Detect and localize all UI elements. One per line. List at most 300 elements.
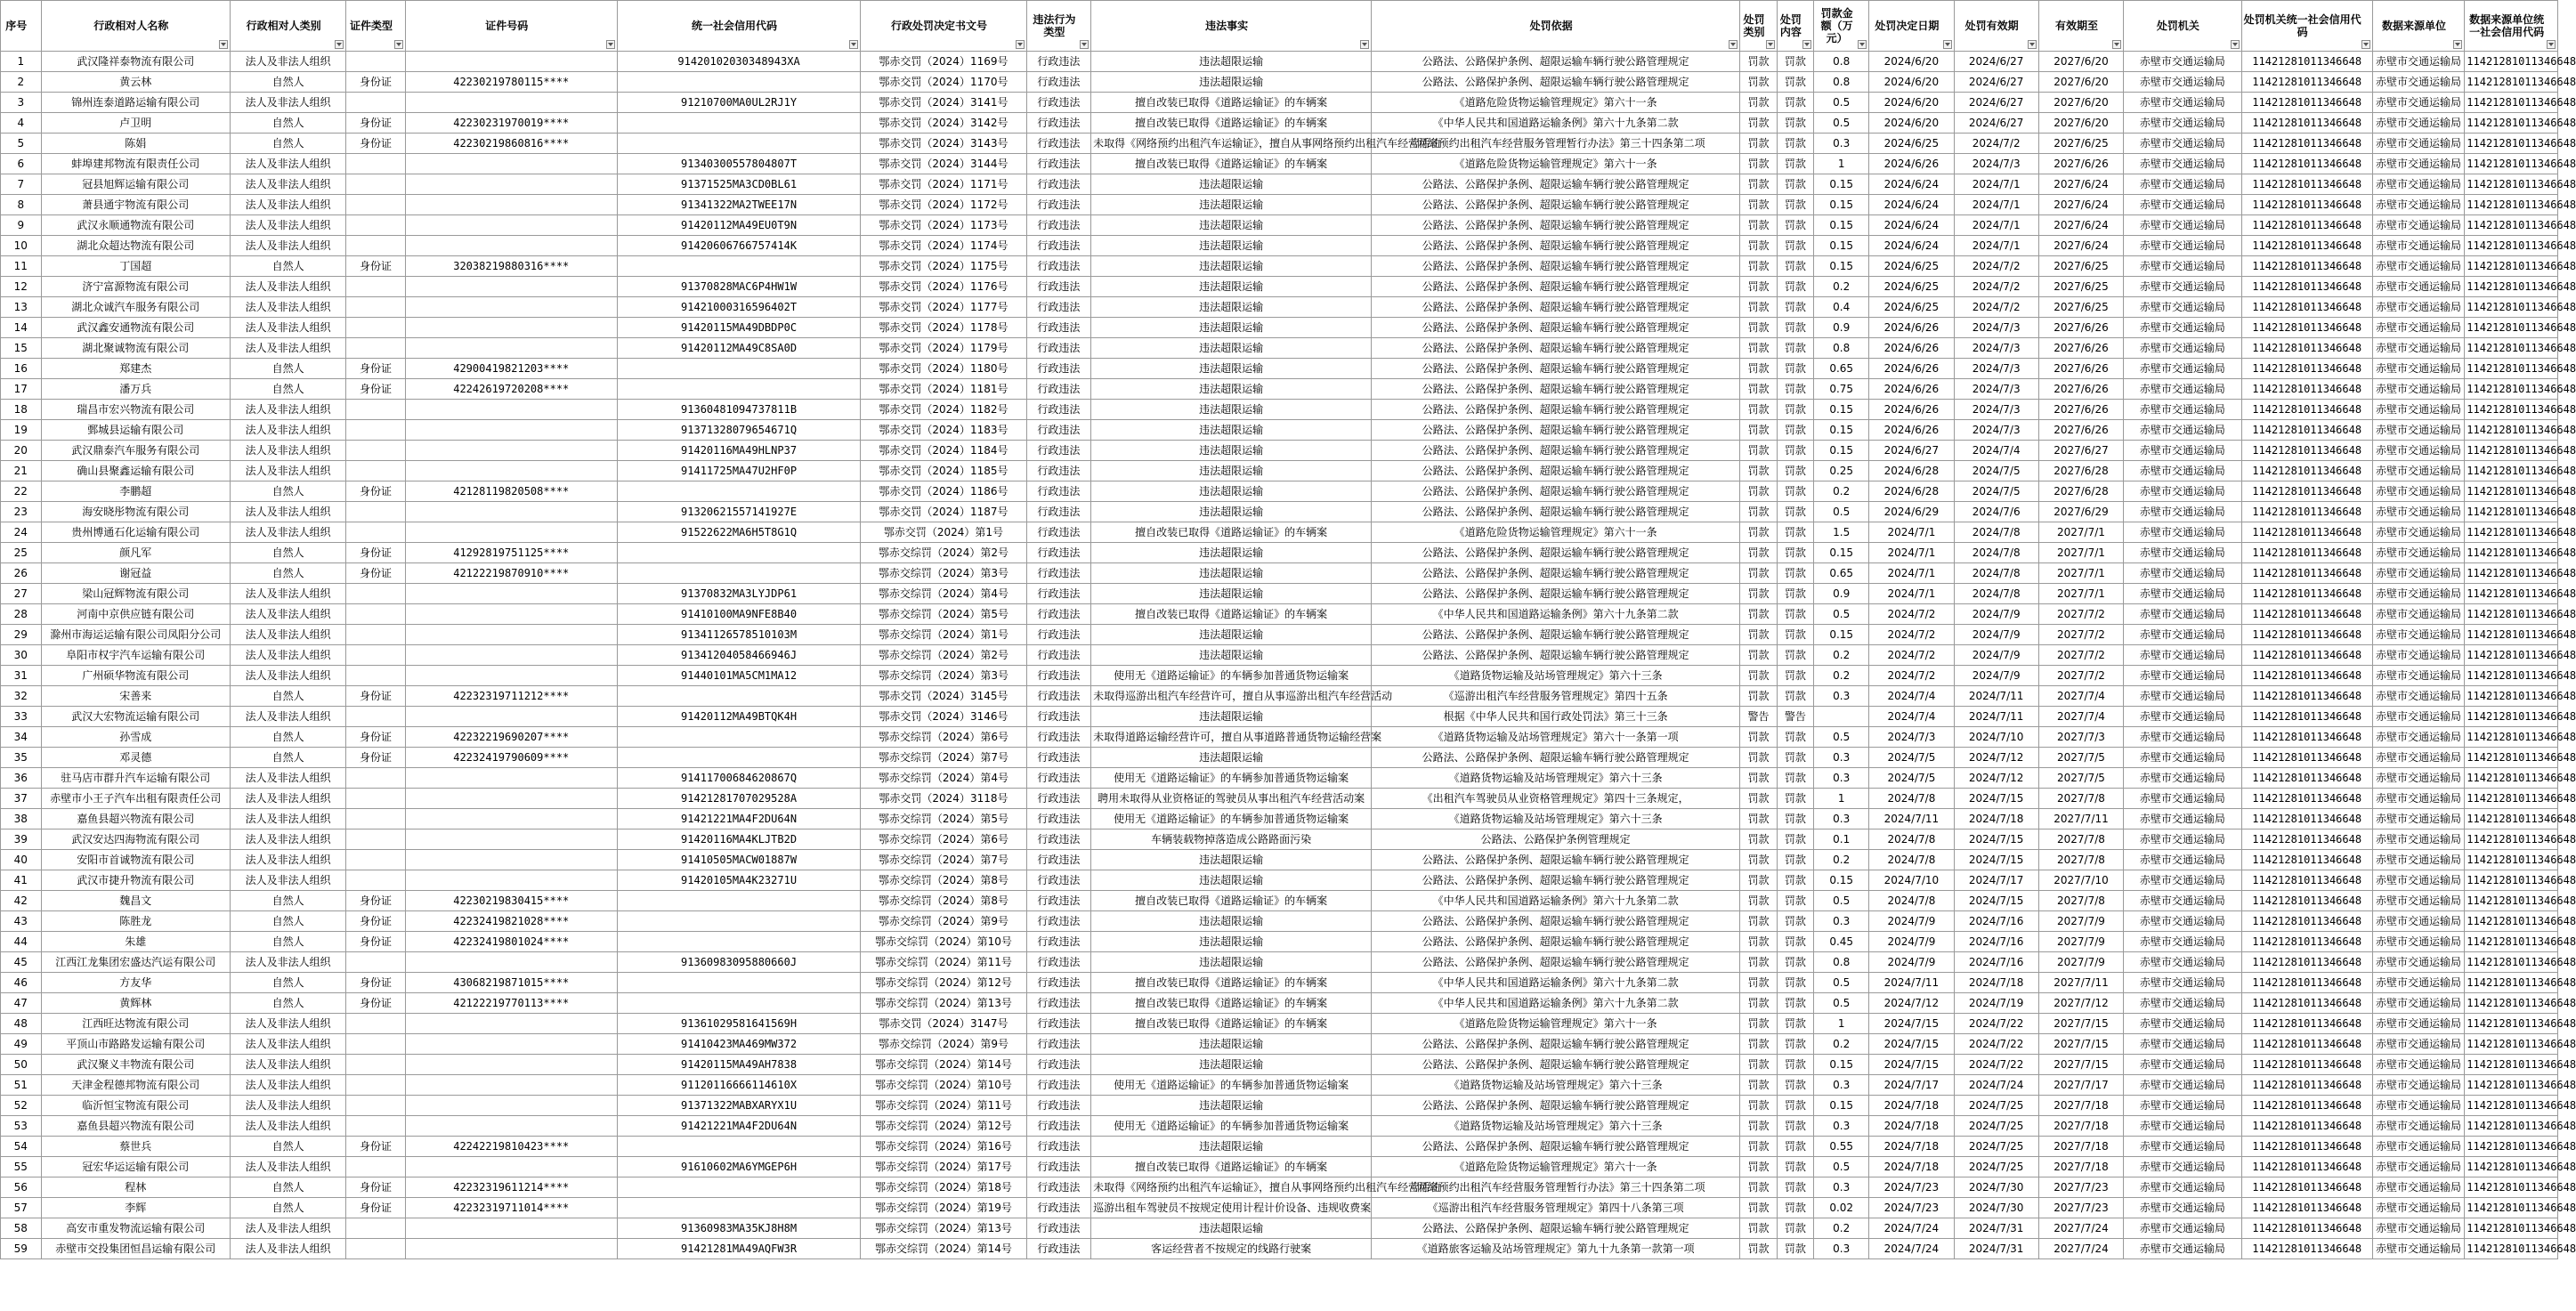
table-cell[interactable]: 11421281011346648: [2241, 195, 2372, 215]
table-row[interactable]: [1, 195, 2558, 215]
table-cell[interactable]: 91410100MA9NFE8B40: [617, 604, 860, 625]
table-cell[interactable]: 梁山冠辉物流有限公司: [41, 584, 230, 604]
table-cell[interactable]: 法人及非法人组织: [230, 174, 345, 195]
table-cell[interactable]: [405, 870, 617, 891]
table-cell[interactable]: 0.3: [1814, 134, 1869, 154]
table-cell[interactable]: 罚款: [1740, 1198, 1777, 1218]
table-row[interactable]: [1, 379, 2558, 400]
table-cell[interactable]: 擅自改装已取得《道路运输证》的车辆案: [1091, 891, 1372, 911]
table-cell[interactable]: 身份证: [346, 686, 405, 707]
table-cell[interactable]: 赤壁市交通运输局: [2124, 973, 2242, 993]
table-cell[interactable]: [617, 543, 860, 563]
table-cell[interactable]: 行政违法: [1026, 1096, 1090, 1116]
table-cell[interactable]: 鄂赤交罚（2024）1179号: [861, 338, 1026, 359]
table-cell[interactable]: 行政违法: [1026, 850, 1090, 870]
table-cell[interactable]: 公路法、公路保护条例、超限运输车辆行驶公路管理规定: [1372, 482, 1740, 502]
table-cell[interactable]: 行政违法: [1026, 236, 1090, 256]
table-cell[interactable]: 违法超限运输: [1091, 1218, 1372, 1239]
table-cell[interactable]: 违法超限运输: [1091, 215, 1372, 236]
table-cell[interactable]: 2024/6/27: [1869, 441, 1954, 461]
table-cell[interactable]: 天津金程德邦物流有限公司: [41, 1075, 230, 1096]
table-cell[interactable]: 赤壁市交通运输局: [2372, 113, 2465, 134]
table-cell[interactable]: 51: [1, 1075, 42, 1096]
table-cell[interactable]: 法人及非法人组织: [230, 1116, 345, 1137]
table-cell[interactable]: 阜阳市权宇汽车运输有限公司: [41, 645, 230, 666]
table-cell[interactable]: 11421281011346648: [2465, 850, 2558, 870]
table-cell[interactable]: [346, 297, 405, 318]
table-cell[interactable]: 2027/7/5: [2038, 748, 2123, 768]
table-cell[interactable]: 11421281011346648: [2465, 1096, 2558, 1116]
table-cell[interactable]: 法人及非法人组织: [230, 1034, 345, 1055]
table-cell[interactable]: [617, 686, 860, 707]
table-cell[interactable]: 赤壁市交通运输局: [2124, 686, 2242, 707]
table-cell[interactable]: 公路法、公路保护条例、超限运输车辆行驶公路管理规定: [1372, 748, 1740, 768]
table-cell[interactable]: 罚款: [1777, 72, 1813, 93]
table-cell[interactable]: 2024/7/18: [1954, 973, 2038, 993]
table-cell[interactable]: 2024/7/9: [1954, 666, 2038, 686]
table-cell[interactable]: [346, 338, 405, 359]
table-cell[interactable]: 鄂赤交综罚（2024）第4号: [861, 584, 1026, 604]
table-cell[interactable]: [346, 174, 405, 195]
table-cell[interactable]: 《道路货物运输及站场管理规定》第六十三条: [1372, 809, 1740, 829]
table-cell[interactable]: 罚款: [1740, 1034, 1777, 1055]
filter-dropdown-icon[interactable]: [1802, 40, 1811, 49]
table-cell[interactable]: 41292819751125****: [405, 543, 617, 563]
table-cell[interactable]: 赤壁市交通运输局: [2124, 727, 2242, 748]
table-cell[interactable]: 2024/7/4: [1869, 707, 1954, 727]
table-cell[interactable]: 罚款: [1740, 379, 1777, 400]
table-cell[interactable]: 违法超限运输: [1091, 256, 1372, 277]
table-cell[interactable]: 赤壁市交通运输局: [2372, 93, 2465, 113]
table-cell[interactable]: 身份证: [346, 256, 405, 277]
table-cell[interactable]: 《网络预约出租汽车经营服务管理暂行办法》第三十四条第二项: [1372, 134, 1740, 154]
table-cell[interactable]: 2024/7/11: [1954, 707, 2038, 727]
table-cell[interactable]: 罚款: [1740, 768, 1777, 789]
table-cell[interactable]: 《道路危险货物运输管理规定》第六十一条: [1372, 1157, 1740, 1177]
table-cell[interactable]: 91421221MA4F2DU64N: [617, 1116, 860, 1137]
table-cell[interactable]: 罚款: [1740, 482, 1777, 502]
table-cell[interactable]: 法人及非法人组织: [230, 1055, 345, 1075]
table-cell[interactable]: 赤壁市交通运输局: [2124, 93, 2242, 113]
table-cell[interactable]: 11421281011346648: [2465, 563, 2558, 584]
table-cell[interactable]: [617, 748, 860, 768]
table-cell[interactable]: 擅自改装已取得《道路运输证》的车辆案: [1091, 1157, 1372, 1177]
table-cell[interactable]: [617, 911, 860, 932]
table-cell[interactable]: 行政违法: [1026, 707, 1090, 727]
table-cell[interactable]: 驻马店市群升汽车运输有限公司: [41, 768, 230, 789]
table-cell[interactable]: 罚款: [1740, 72, 1777, 93]
table-row[interactable]: [1, 1014, 2558, 1034]
table-cell[interactable]: 罚款: [1740, 1177, 1777, 1198]
table-cell[interactable]: 11421281011346648: [2465, 727, 2558, 748]
table-cell[interactable]: 身份证: [346, 993, 405, 1014]
table-cell[interactable]: 自然人: [230, 113, 345, 134]
table-cell[interactable]: 行政违法: [1026, 563, 1090, 584]
table-cell[interactable]: 11421281011346648: [2465, 1075, 2558, 1096]
table-cell[interactable]: 法人及非法人组织: [230, 52, 345, 72]
table-cell[interactable]: 陈胜龙: [41, 911, 230, 932]
table-cell[interactable]: 罚款: [1740, 973, 1777, 993]
table-cell[interactable]: 11421281011346648: [2241, 461, 2372, 482]
table-cell[interactable]: 罚款: [1740, 441, 1777, 461]
table-cell[interactable]: 赤壁市交通运输局: [2124, 952, 2242, 973]
table-cell[interactable]: 擅自改装已取得《道路运输证》的车辆案: [1091, 993, 1372, 1014]
table-cell[interactable]: 91440101MA5CM1MA12: [617, 666, 860, 686]
table-cell[interactable]: [405, 645, 617, 666]
table-cell[interactable]: 11421281011346648: [2465, 891, 2558, 911]
table-cell[interactable]: 32: [1, 686, 42, 707]
table-cell[interactable]: 2027/7/8: [2038, 789, 2123, 809]
table-cell[interactable]: 赤壁市交通运输局: [2124, 502, 2242, 522]
table-cell[interactable]: 赤壁市交通运输局: [2372, 277, 2465, 297]
table-cell[interactable]: 公路法、公路保护条例、超限运输车辆行驶公路管理规定: [1372, 563, 1740, 584]
table-cell[interactable]: 赤壁市交通运输局: [2372, 236, 2465, 256]
table-cell[interactable]: [405, 625, 617, 645]
table-cell[interactable]: 赤壁市交通运输局: [2124, 420, 2242, 441]
table-cell[interactable]: 2024/6/26: [1869, 338, 1954, 359]
table-cell[interactable]: 行政违法: [1026, 174, 1090, 195]
table-row[interactable]: [1, 400, 2558, 420]
table-cell[interactable]: 42: [1, 891, 42, 911]
table-cell[interactable]: 0.3: [1814, 748, 1869, 768]
table-cell[interactable]: 罚款: [1740, 829, 1777, 850]
filter-dropdown-icon[interactable]: [1943, 40, 1952, 49]
table-row[interactable]: [1, 215, 2558, 236]
table-cell[interactable]: 53: [1, 1116, 42, 1137]
table-cell[interactable]: 行政违法: [1026, 1014, 1090, 1034]
table-cell[interactable]: 自然人: [230, 727, 345, 748]
table-cell[interactable]: 罚款: [1777, 297, 1813, 318]
table-cell[interactable]: [405, 1055, 617, 1075]
table-cell[interactable]: 公路法、公路保护条例、超限运输车辆行驶公路管理规定: [1372, 174, 1740, 195]
table-row[interactable]: [1, 174, 2558, 195]
table-cell[interactable]: 赤壁市交通运输局: [2372, 318, 2465, 338]
table-cell[interactable]: 罚款: [1740, 154, 1777, 174]
table-cell[interactable]: 自然人: [230, 563, 345, 584]
table-cell[interactable]: 2027/7/18: [2038, 1137, 2123, 1157]
table-cell[interactable]: 鄂赤交综罚（2024）第2号: [861, 645, 1026, 666]
table-cell[interactable]: 91210700MA0UL2RJ1Y: [617, 93, 860, 113]
table-cell[interactable]: 罚款: [1740, 1218, 1777, 1239]
table-cell[interactable]: 罚款: [1777, 645, 1813, 666]
table-cell[interactable]: 11421281011346648: [2465, 911, 2558, 932]
table-cell[interactable]: 罚款: [1777, 522, 1813, 543]
table-cell[interactable]: 2024/6/20: [1869, 113, 1954, 134]
table-cell[interactable]: 法人及非法人组织: [230, 400, 345, 420]
table-cell[interactable]: 11421281011346648: [2465, 952, 2558, 973]
table-cell[interactable]: 罚款: [1740, 1075, 1777, 1096]
table-cell[interactable]: 赤壁市交通运输局: [2124, 1157, 2242, 1177]
table-cell[interactable]: 罚款: [1740, 625, 1777, 645]
table-cell[interactable]: 2024/7/4: [1954, 441, 2038, 461]
table-cell[interactable]: 冠县旭辉运输有限公司: [41, 174, 230, 195]
table-cell[interactable]: 罚款: [1740, 1137, 1777, 1157]
filter-dropdown-icon[interactable]: [1729, 40, 1738, 49]
table-cell[interactable]: 11421281011346648: [2241, 256, 2372, 277]
table-cell[interactable]: 1: [1814, 154, 1869, 174]
table-cell[interactable]: 0.15: [1814, 236, 1869, 256]
table-cell[interactable]: 赤壁市交通运输局: [2124, 584, 2242, 604]
table-cell[interactable]: 违法超限运输: [1091, 1096, 1372, 1116]
table-row[interactable]: [1, 952, 2558, 973]
table-cell[interactable]: 海安晓彤物流有限公司: [41, 502, 230, 522]
table-cell[interactable]: 鄂赤交综罚（2024）第10号: [861, 1075, 1026, 1096]
table-cell[interactable]: 罚款: [1777, 1198, 1813, 1218]
table-cell[interactable]: 40: [1, 850, 42, 870]
table-cell[interactable]: 罚款: [1777, 441, 1813, 461]
table-cell[interactable]: 赤壁市交通运输局: [2372, 72, 2465, 93]
table-cell[interactable]: [405, 768, 617, 789]
table-cell[interactable]: 法人及非法人组织: [230, 502, 345, 522]
table-cell[interactable]: 2027/7/12: [2038, 993, 2123, 1014]
table-cell[interactable]: 11421281011346648: [2465, 277, 2558, 297]
table-cell[interactable]: [405, 1075, 617, 1096]
table-cell[interactable]: 0.25: [1814, 461, 1869, 482]
table-cell[interactable]: 罚款: [1777, 1137, 1813, 1157]
table-cell[interactable]: 11421281011346648: [2241, 1239, 2372, 1259]
table-cell[interactable]: 赤壁市交通运输局: [2124, 379, 2242, 400]
table-cell[interactable]: 法人及非法人组织: [230, 195, 345, 215]
table-cell[interactable]: 罚款: [1740, 932, 1777, 952]
table-cell[interactable]: 赤壁市交通运输局: [2124, 318, 2242, 338]
table-cell[interactable]: 2024/7/2: [1954, 277, 2038, 297]
table-cell[interactable]: 2027/6/26: [2038, 420, 2123, 441]
table-cell[interactable]: [346, 707, 405, 727]
table-cell[interactable]: 赤壁市交通运输局: [2124, 1137, 2242, 1157]
table-cell[interactable]: 0.3: [1814, 768, 1869, 789]
table-cell[interactable]: 赤壁市交通运输局: [2124, 338, 2242, 359]
table-cell[interactable]: 2024/7/15: [1869, 1014, 1954, 1034]
table-cell[interactable]: 91320621557141927E: [617, 502, 860, 522]
table-cell[interactable]: 行政违法: [1026, 522, 1090, 543]
table-cell[interactable]: 《中华人民共和国道路运输条例》第六十九条第二款: [1372, 604, 1740, 625]
table-cell[interactable]: 鄂赤交综罚（2024）第10号: [861, 932, 1026, 952]
table-cell[interactable]: 《巡游出租汽车经营服务管理规定》第四十八条第三项: [1372, 1198, 1740, 1218]
table-row[interactable]: [1, 93, 2558, 113]
table-cell[interactable]: 42232219690207****: [405, 727, 617, 748]
table-cell[interactable]: 罚款: [1740, 236, 1777, 256]
table-cell[interactable]: 11421281011346648: [2465, 482, 2558, 502]
table-row[interactable]: [1, 1239, 2558, 1259]
table-cell[interactable]: 2024/6/25: [1869, 134, 1954, 154]
table-cell[interactable]: 11421281011346648: [2241, 134, 2372, 154]
table-cell[interactable]: 身份证: [346, 727, 405, 748]
table-cell[interactable]: 赤壁市交通运输局: [2372, 1034, 2465, 1055]
table-cell[interactable]: [405, 829, 617, 850]
table-cell[interactable]: [346, 215, 405, 236]
table-cell[interactable]: 39: [1, 829, 42, 850]
table-row[interactable]: [1, 707, 2558, 727]
table-cell[interactable]: 58: [1, 1218, 42, 1239]
table-cell[interactable]: 警告: [1740, 707, 1777, 727]
table-cell[interactable]: 法人及非法人组织: [230, 768, 345, 789]
table-cell[interactable]: 0.5: [1814, 973, 1869, 993]
table-cell[interactable]: 11421281011346648: [2241, 441, 2372, 461]
table-cell[interactable]: 55: [1, 1157, 42, 1177]
table-cell[interactable]: 0.4: [1814, 297, 1869, 318]
table-cell[interactable]: 0.15: [1814, 174, 1869, 195]
table-cell[interactable]: 赤壁市交通运输局: [2372, 461, 2465, 482]
table-cell[interactable]: 2024/7/2: [1954, 256, 2038, 277]
table-cell[interactable]: 赤壁市交通运输局: [2372, 134, 2465, 154]
table-cell[interactable]: 鄂赤交综罚（2024）第11号: [861, 952, 1026, 973]
table-cell[interactable]: 91610602MA6YMGEP6H: [617, 1157, 860, 1177]
filter-dropdown-icon[interactable]: [1766, 40, 1775, 49]
table-cell[interactable]: 罚款: [1740, 1116, 1777, 1137]
table-cell[interactable]: 91371322MABXARYX1U: [617, 1096, 860, 1116]
table-cell[interactable]: 11421281011346648: [2241, 482, 2372, 502]
table-cell[interactable]: [405, 809, 617, 829]
table-cell[interactable]: 19: [1, 420, 42, 441]
table-cell[interactable]: 法人及非法人组织: [230, 1218, 345, 1239]
table-cell[interactable]: 21: [1, 461, 42, 482]
table-cell[interactable]: 91411700684620867Q: [617, 768, 860, 789]
table-cell[interactable]: 济宁富源物流有限公司: [41, 277, 230, 297]
table-cell[interactable]: 2027/7/18: [2038, 1116, 2123, 1137]
table-cell[interactable]: 26: [1, 563, 42, 584]
table-cell[interactable]: 行政违法: [1026, 154, 1090, 174]
table-cell[interactable]: 0.75: [1814, 379, 1869, 400]
table-cell[interactable]: [346, 1014, 405, 1034]
table-cell[interactable]: 鄂赤交综罚（2024）第1号: [861, 625, 1026, 645]
table-cell[interactable]: 2024/7/8: [1954, 522, 2038, 543]
table-cell[interactable]: 行政违法: [1026, 789, 1090, 809]
table-cell[interactable]: 10: [1, 236, 42, 256]
table-cell[interactable]: 行政违法: [1026, 604, 1090, 625]
table-cell[interactable]: 11421281011346648: [2465, 256, 2558, 277]
table-cell[interactable]: 罚款: [1777, 256, 1813, 277]
table-cell[interactable]: 《道路货物运输及站场管理规定》第六十三条: [1372, 1116, 1740, 1137]
table-cell[interactable]: 罚款: [1740, 993, 1777, 1014]
table-cell[interactable]: 赤壁市交通运输局: [2124, 993, 2242, 1014]
filter-dropdown-icon[interactable]: [1080, 40, 1089, 49]
table-cell[interactable]: [617, 379, 860, 400]
table-cell[interactable]: 赤壁市交通运输局: [2372, 522, 2465, 543]
table-cell[interactable]: 0.9: [1814, 318, 1869, 338]
table-cell[interactable]: [405, 215, 617, 236]
table-cell[interactable]: 违法超限运输: [1091, 359, 1372, 379]
table-cell[interactable]: 0.8: [1814, 338, 1869, 359]
table-cell[interactable]: [346, 625, 405, 645]
table-cell[interactable]: 91421000316596402T: [617, 297, 860, 318]
table-cell[interactable]: 11421281011346648: [2241, 1034, 2372, 1055]
table-cell[interactable]: 2024/6/24: [1869, 195, 1954, 215]
table-cell[interactable]: 2024/6/20: [1869, 72, 1954, 93]
column-header[interactable]: [1091, 1, 1372, 52]
table-cell[interactable]: 2027/6/27: [2038, 441, 2123, 461]
table-row[interactable]: [1, 584, 2558, 604]
table-cell[interactable]: 3: [1, 93, 42, 113]
table-cell[interactable]: 罚款: [1777, 604, 1813, 625]
table-cell[interactable]: 赤壁市交通运输局: [2372, 338, 2465, 359]
table-cell[interactable]: 赤壁市交通运输局: [2124, 604, 2242, 625]
table-cell[interactable]: 公路法、公路保护条例、超限运输车辆行驶公路管理规定: [1372, 1137, 1740, 1157]
table-cell[interactable]: 行政违法: [1026, 195, 1090, 215]
table-cell[interactable]: 2027/6/20: [2038, 113, 2123, 134]
table-cell[interactable]: 28: [1, 604, 42, 625]
table-cell[interactable]: 2024/6/25: [1869, 297, 1954, 318]
table-cell[interactable]: [617, 727, 860, 748]
table-cell[interactable]: 2024/7/9: [1954, 645, 2038, 666]
table-cell[interactable]: 法人及非法人组织: [230, 625, 345, 645]
table-cell[interactable]: 11421281011346648: [2465, 338, 2558, 359]
table-cell[interactable]: [617, 891, 860, 911]
column-header[interactable]: [405, 1, 617, 52]
table-cell[interactable]: 鄂赤交罚（2024）第1号: [861, 522, 1026, 543]
table-cell[interactable]: 2024/7/2: [1869, 625, 1954, 645]
table-cell[interactable]: 91410423MA469MW372: [617, 1034, 860, 1055]
table-cell[interactable]: 违法超限运输: [1091, 277, 1372, 297]
table-cell[interactable]: 11421281011346648: [2465, 1177, 2558, 1198]
table-cell[interactable]: 罚款: [1740, 134, 1777, 154]
table-cell[interactable]: 违法超限运输: [1091, 911, 1372, 932]
table-cell[interactable]: 2027/7/9: [2038, 932, 2123, 952]
table-cell[interactable]: 赤壁市交通运输局: [2124, 932, 2242, 952]
table-row[interactable]: [1, 256, 2558, 277]
table-cell[interactable]: 赤壁市交通运输局: [2372, 891, 2465, 911]
table-cell[interactable]: 57: [1, 1198, 42, 1218]
table-cell[interactable]: 2027/7/24: [2038, 1239, 2123, 1259]
table-cell[interactable]: 赤壁市交通运输局: [2124, 891, 2242, 911]
table-cell[interactable]: 赤壁市交通运输局: [2124, 482, 2242, 502]
table-cell[interactable]: 91360481094737811B: [617, 400, 860, 420]
table-cell[interactable]: 11421281011346648: [2465, 1157, 2558, 1177]
table-cell[interactable]: 擅自改装已取得《道路运输证》的车辆案: [1091, 522, 1372, 543]
table-row[interactable]: [1, 52, 2558, 72]
table-cell[interactable]: 嘉鱼县超兴物流有限公司: [41, 1116, 230, 1137]
table-cell[interactable]: 罚款: [1777, 482, 1813, 502]
table-cell[interactable]: 赤壁市交通运输局: [2124, 1034, 2242, 1055]
table-cell[interactable]: 自然人: [230, 911, 345, 932]
table-cell[interactable]: [405, 789, 617, 809]
table-cell[interactable]: 自然人: [230, 256, 345, 277]
table-cell[interactable]: [405, 1096, 617, 1116]
table-cell[interactable]: 0.15: [1814, 1096, 1869, 1116]
table-cell[interactable]: 罚款: [1777, 870, 1813, 891]
table-cell[interactable]: 行政违法: [1026, 134, 1090, 154]
table-cell[interactable]: 2024/7/1: [1869, 543, 1954, 563]
table-cell[interactable]: 赤壁市交通运输局: [2372, 911, 2465, 932]
table-cell[interactable]: 行政违法: [1026, 297, 1090, 318]
table-cell[interactable]: 赤壁市交通运输局: [2372, 993, 2465, 1014]
table-cell[interactable]: 16: [1, 359, 42, 379]
table-cell[interactable]: 2024/7/8: [1869, 891, 1954, 911]
table-cell[interactable]: 11421281011346648: [2241, 1075, 2372, 1096]
table-cell[interactable]: 鄂赤交综罚（2024）第17号: [861, 1157, 1026, 1177]
table-cell[interactable]: [346, 829, 405, 850]
table-row[interactable]: [1, 1137, 2558, 1157]
table-cell[interactable]: 鄂赤交罚（2024）1172号: [861, 195, 1026, 215]
table-cell[interactable]: 行政违法: [1026, 1218, 1090, 1239]
table-row[interactable]: [1, 789, 2558, 809]
table-cell[interactable]: 赤壁市交通运输局: [2124, 666, 2242, 686]
table-cell[interactable]: 鄂赤交罚（2024）3143号: [861, 134, 1026, 154]
table-cell[interactable]: 11421281011346648: [2465, 1034, 2558, 1055]
filter-dropdown-icon[interactable]: [1360, 40, 1369, 49]
table-row[interactable]: [1, 727, 2558, 748]
table-cell[interactable]: 42230219780115****: [405, 72, 617, 93]
column-header[interactable]: [2124, 1, 2242, 52]
column-header[interactable]: [617, 1, 860, 52]
table-cell[interactable]: [346, 400, 405, 420]
table-cell[interactable]: 91360983095880660J: [617, 952, 860, 973]
table-cell[interactable]: 赤壁市交通运输局: [2124, 563, 2242, 584]
filter-dropdown-icon[interactable]: [2453, 40, 2462, 49]
table-cell[interactable]: 赤壁市交通运输局: [2124, 174, 2242, 195]
table-cell[interactable]: 鄂赤交罚（2024）3141号: [861, 93, 1026, 113]
table-cell[interactable]: 违法超限运输: [1091, 1055, 1372, 1075]
table-cell[interactable]: 法人及非法人组织: [230, 584, 345, 604]
